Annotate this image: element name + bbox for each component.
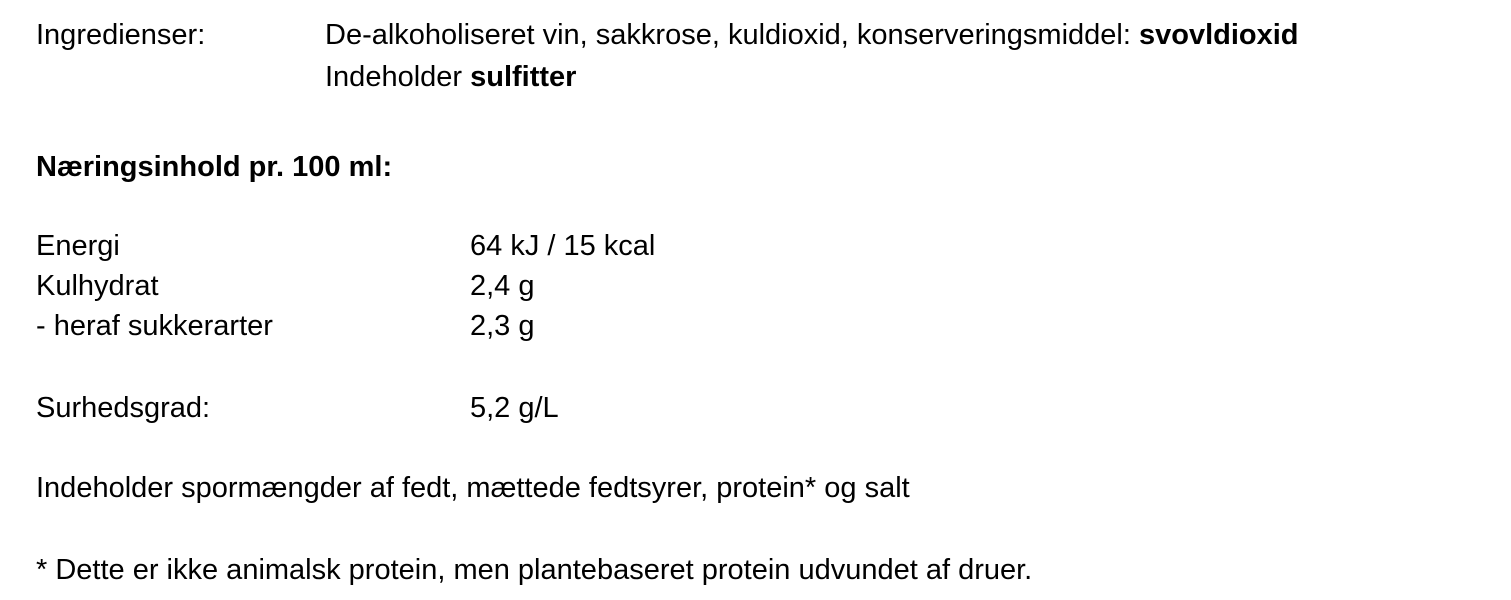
acidity-label: Surhedsgrad: bbox=[36, 392, 211, 424]
footnote: * Dette er ikke animalsk protein, men plantebaseret protein udvundet af druer. bbox=[36, 554, 1033, 586]
ingredients-line1-bold: svovldioxid bbox=[1138, 19, 1299, 51]
nutrition-row-sugars-label: - heraf sukkerarter bbox=[36, 310, 273, 342]
acidity-value: 5,2 g/L bbox=[470, 392, 559, 424]
acidity-row bbox=[36, 388, 1436, 428]
ingredients-line2 bbox=[325, 56, 1495, 98]
nutrition-row-sugars bbox=[36, 306, 1436, 346]
ingredients-line2-text: Indeholder bbox=[325, 61, 471, 93]
nutrition-row-carbohydrate-label: Kulhydrat bbox=[36, 270, 159, 302]
trace-statement: Indeholder spormængder af fedt, mættede fedtsyrer, protein* og salt bbox=[36, 472, 910, 504]
nutrition-row-sugars-value: 2,3 g bbox=[470, 310, 535, 342]
ingredients-label: Ingredienser: bbox=[36, 19, 206, 51]
nutrition-row-energy bbox=[36, 226, 1436, 266]
nutrition-row-carbohydrate-value: 2,4 g bbox=[470, 270, 535, 302]
ingredients-line1 bbox=[325, 14, 1495, 56]
nutrition-heading: Næringsinhold pr. 100 ml: bbox=[36, 151, 393, 183]
nutrition-row-energy-value: 64 kJ / 15 kcal bbox=[470, 230, 656, 262]
ingredients-line2-bold: sulfitter bbox=[470, 61, 577, 93]
nutrition-row-energy-label: Energi bbox=[36, 230, 120, 262]
nutrition-row-carbohydrate bbox=[36, 266, 1436, 306]
ingredients-text bbox=[325, 14, 1495, 98]
ingredients-line1-text: De-alkoholiseret vin, sakkrose, kuldioxid, konserveringsmiddel: bbox=[325, 19, 1139, 51]
